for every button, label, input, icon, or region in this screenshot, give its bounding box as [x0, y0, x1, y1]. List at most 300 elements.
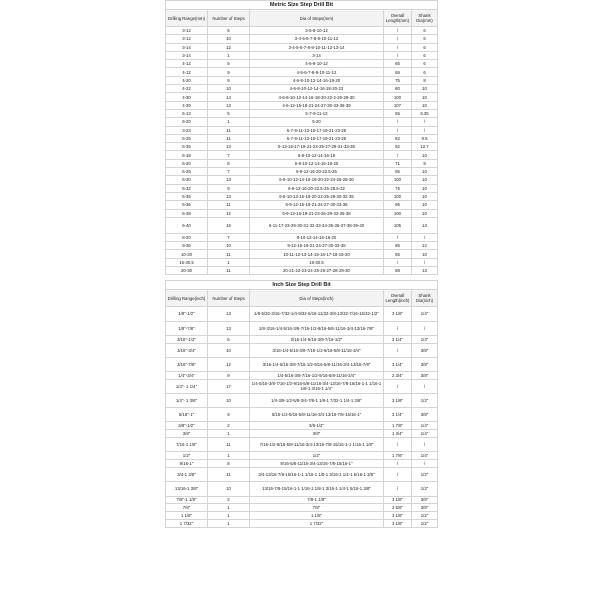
table-cell: /: [384, 118, 412, 126]
table-cell: 6-8-10-12-14-16-18-20: [250, 159, 384, 167]
table-cell: 10-20: [166, 250, 208, 258]
table-cell: 6-38: [166, 209, 208, 217]
table-cell: 1/2": [412, 468, 438, 482]
table-cell: 9: [208, 68, 250, 76]
table-cell: 9.5: [412, 134, 438, 142]
table-cell: /: [384, 438, 412, 452]
table-cell: 1/2": [412, 512, 438, 520]
table-row: [166, 482, 438, 496]
table-cell: 4-6-8-10-12-14-16-18-20: [250, 76, 384, 84]
table-cell: /: [384, 35, 412, 43]
table-cell: 3/8": [412, 504, 438, 512]
table-cell: 3-4-5-6-7-8-9-10-11-12: [250, 35, 384, 43]
table-cell: 71: [384, 159, 412, 167]
table-row: [166, 118, 438, 126]
table-row: [166, 126, 438, 134]
table-cell: /: [412, 379, 438, 393]
table-cell: 10: [412, 93, 438, 101]
table-cell: 3 1/8": [384, 512, 412, 520]
table-row: [166, 422, 438, 430]
table-row: [166, 27, 438, 35]
table-row: [166, 134, 438, 142]
table-cell: 3/8"-1/2": [166, 422, 208, 430]
inch-header-row: [166, 290, 438, 307]
table-cell: 100: [384, 192, 412, 200]
table-row: [166, 109, 438, 117]
table-cell: 3 1/8": [384, 307, 412, 321]
table-cell: 1/8-3/16-1/4-5/16-3/8-7/16-1/2-9/16-5/8-11/16-3/4-13/16-7/8": [250, 321, 384, 335]
table-cell: 12: [208, 43, 250, 51]
table-row: [166, 151, 438, 159]
table-cell: 7: [208, 168, 250, 176]
table-cell: 6-11-17-23-29-30-31-32-33-34-35-36-37-38-39-40: [250, 217, 384, 233]
table-row: [166, 452, 438, 460]
table-cell: 5-13: [166, 109, 208, 117]
table-cell: /: [412, 126, 438, 134]
table-cell: 3-14: [166, 43, 208, 51]
table-cell: 13: [412, 267, 438, 275]
table-row: [166, 101, 438, 109]
table-cell: 6-8-10-12-14-16-18-20-22-24-26-28-30: [250, 176, 384, 184]
table-cell: 7/8"-1 1/8": [166, 496, 208, 504]
table-cell: /: [384, 379, 412, 393]
table-cell: 6: [412, 51, 438, 59]
table-cell: 11: [208, 250, 250, 258]
table-cell: 1/4": [412, 335, 438, 343]
table-cell: 1 1/8": [250, 512, 384, 520]
table-cell: 11: [208, 438, 250, 452]
table-row: [166, 192, 438, 200]
table-row: [166, 408, 438, 422]
table-cell: 10: [208, 35, 250, 43]
table-cell: 65: [384, 68, 412, 76]
table-cell: 3 1/8": [384, 520, 412, 528]
table-cell: 3-23: [166, 126, 208, 134]
table-cell: /: [384, 27, 412, 35]
table-cell: 1: [208, 512, 250, 520]
table-cell: 7/8": [250, 504, 384, 512]
table-cell: 3 1/4": [384, 357, 412, 371]
table-cell: 6-9-12-16-20-22.5-25-28.5-32: [250, 184, 384, 192]
table-cell: /: [384, 43, 412, 51]
table-row: [166, 430, 438, 438]
table-cell: /: [384, 233, 412, 241]
inch-step-drill-table: [165, 280, 438, 528]
table-cell: 76: [384, 184, 412, 192]
table-cell: 6.35: [412, 109, 438, 117]
table-cell: 1 7/32": [166, 520, 208, 528]
table-cell: 3/16"-1/2": [166, 335, 208, 343]
table-cell: 3/8": [412, 496, 438, 504]
table-cell: 5-35: [166, 143, 208, 151]
table-cell: 3/16"-7/8": [166, 357, 208, 371]
table-cell: 1: [208, 504, 250, 512]
table-cell: 9: [208, 408, 250, 422]
table-cell: 13: [208, 192, 250, 200]
metric-step-drill-table: [165, 0, 438, 275]
table-cell: 10: [208, 394, 250, 408]
table-cell: 1/2": [250, 452, 384, 460]
table-cell: /: [412, 438, 438, 452]
table-cell: 1/8"-1/2": [166, 307, 208, 321]
table-cell: 2 3/4": [384, 371, 412, 379]
table-row: [166, 394, 438, 408]
table-cell: 1 3/4": [384, 430, 412, 438]
inch-column-header: Shank Dia(inch): [412, 290, 438, 307]
table-cell: /: [384, 126, 412, 134]
table-row: [166, 35, 438, 43]
table-cell: 13: [208, 176, 250, 184]
table-cell: 9: [208, 371, 250, 379]
table-cell: 7/8-1 1/8": [250, 496, 384, 504]
table-cell: 6: [412, 27, 438, 35]
table-cell: 1: [208, 520, 250, 528]
inch-header: [166, 290, 438, 307]
table-cell: /: [384, 258, 412, 266]
table-cell: 7/16-1/2-9/16-5/8-11/16-3/4-13/16-7/8-15/16-1-1 1/16-1 1/8": [250, 438, 384, 452]
table-cell: 95: [384, 201, 412, 209]
table-row: [166, 93, 438, 101]
table-cell: 1/4"-3/4": [166, 371, 208, 379]
table-cell: 16-30.5: [166, 258, 208, 266]
inch-table-body: [166, 307, 438, 528]
drill-bit-spec-sheet: [165, 0, 437, 528]
table-cell: 5-25: [166, 134, 208, 142]
table-cell: 11: [208, 267, 250, 275]
table-cell: 6: [412, 60, 438, 68]
table-cell: 6-20: [166, 159, 208, 167]
table-row: [166, 504, 438, 512]
table-cell: /: [412, 460, 438, 468]
table-cell: 9: [208, 76, 250, 84]
table-cell: 13: [208, 143, 250, 151]
table-cell: 8: [208, 460, 250, 468]
table-cell: 6-9-13-16-19-21-23-26-29-32-35-38: [250, 209, 384, 217]
table-row: [166, 496, 438, 504]
table-cell: 3-14: [166, 51, 208, 59]
table-cell: 1: [208, 118, 250, 126]
table-cell: 12: [208, 357, 250, 371]
table-cell: 7: [208, 233, 250, 241]
table-cell: 17: [208, 379, 250, 393]
table-cell: 13/16-1 3/8": [166, 482, 208, 496]
table-cell: 1/4": [412, 430, 438, 438]
table-cell: 6-40: [166, 217, 208, 233]
metric-column-header: Drilling Range(mm): [166, 10, 208, 27]
table-row: [166, 468, 438, 482]
table-cell: 11: [208, 134, 250, 142]
table-cell: /: [384, 343, 412, 357]
table-cell: 4-39: [166, 101, 208, 109]
table-cell: 3/8": [412, 343, 438, 357]
metric-header-row: [166, 10, 438, 27]
table-cell: 65: [384, 250, 412, 258]
table-cell: 5-7-9-11-13-15-17-19-21-23-25: [250, 126, 384, 134]
table-cell: 3 1/4": [384, 335, 412, 343]
table-cell: 5/16"-1": [166, 408, 208, 422]
table-cell: 6-32: [166, 184, 208, 192]
table-cell: 3/16"-3/4": [166, 343, 208, 357]
table-cell: 3-14: [250, 51, 384, 59]
table-cell: 9-12-15-18-21-24-27-30-33-36: [250, 242, 384, 250]
table-cell: 3/8": [412, 408, 438, 422]
table-row: [166, 209, 438, 217]
table-cell: 1 7/8": [384, 452, 412, 460]
table-cell: 6: [412, 68, 438, 76]
table-cell: 1/4": [412, 307, 438, 321]
table-cell: 10: [208, 242, 250, 250]
inch-column-header: Overall Length(inch): [384, 290, 412, 307]
table-cell: 107: [384, 101, 412, 109]
table-row: [166, 242, 438, 250]
table-cell: 5: [208, 109, 250, 117]
table-cell: /: [412, 258, 438, 266]
table-row: [166, 68, 438, 76]
table-cell: 5: [208, 60, 250, 68]
table-cell: 12: [208, 209, 250, 217]
table-cell: 1 7/8": [384, 422, 412, 430]
table-cell: 6-25: [166, 168, 208, 176]
table-cell: 6-9-12-15-18-21-24-27-30-33-36: [250, 201, 384, 209]
table-cell: 4-6-8-10-12-14-16-18-20-22-2-26-28-30: [250, 93, 384, 101]
table-row: [166, 335, 438, 343]
table-cell: 92: [384, 143, 412, 151]
table-cell: 88: [384, 267, 412, 275]
table-row: [166, 60, 438, 68]
inch-column-header: Dia of Steps(inch): [250, 290, 384, 307]
table-row: [166, 51, 438, 59]
table-cell: 1 1/8": [166, 512, 208, 520]
table-row: [166, 307, 438, 321]
table-cell: 3/16-1/4-5/16-3/8-7/16-1/2-9/16-5/8-11/16-3/4-13/16-7/8": [250, 357, 384, 371]
table-cell: 1: [208, 430, 250, 438]
table-cell: 10: [412, 184, 438, 192]
table-cell: 9-36: [166, 242, 208, 250]
table-cell: 10: [412, 209, 438, 217]
table-cell: 100: [384, 176, 412, 184]
metric-column-header: Shank Dia(mm): [412, 10, 438, 27]
table-cell: 3/8": [250, 430, 384, 438]
table-cell: 9: [208, 184, 250, 192]
table-cell: 105: [384, 217, 412, 233]
table-cell: 20-30: [166, 267, 208, 275]
table-cell: 1 7/32": [250, 520, 384, 528]
table-cell: 10: [412, 85, 438, 93]
table-cell: 13: [208, 101, 250, 109]
table-cell: 9: [412, 159, 438, 167]
table-cell: 10: [208, 482, 250, 496]
table-cell: 80: [384, 85, 412, 93]
table-row: [166, 176, 438, 184]
table-cell: 75: [384, 76, 412, 84]
table-cell: 4-6-8-10-12: [250, 60, 384, 68]
table-cell: 1/2": [166, 452, 208, 460]
table-row: [166, 168, 438, 176]
table-cell: 1/4-5/16-3/8-7/16-1/2-9/16-5/8-11/16-3/4": [250, 371, 384, 379]
table-cell: 1/4"- 1 1/4": [166, 379, 208, 393]
inch-column-header: Number of Steps: [208, 290, 250, 307]
table-row: [166, 357, 438, 371]
metric-column-header: Dia of Steps(mm): [250, 10, 384, 27]
table-cell: 5: [208, 27, 250, 35]
table-row: [166, 371, 438, 379]
table-cell: 4-22: [166, 85, 208, 93]
table-cell: 14: [208, 93, 250, 101]
table-row: [166, 85, 438, 93]
table-cell: 1/4-5/16-3/8-7/16-1/2-9/16-5/8-11/16-3/4-13/16-7/8-15/16-1-1 1/16-1 1/8-1 3/16-1 1/4": [250, 379, 384, 393]
table-cell: 6-36: [166, 201, 208, 209]
table-cell: 3/16-1/4-5/16-3/8-7/16-1/2-9/16-5/8-11/16-3/4": [250, 343, 384, 357]
table-row: [166, 520, 438, 528]
table-row: [166, 201, 438, 209]
table-row: [166, 43, 438, 51]
table-cell: 13: [208, 321, 250, 335]
table-cell: 4-5-6-7-8-9-10-11-12: [250, 68, 384, 76]
table-cell: /: [384, 151, 412, 159]
table-cell: 9/16-5/8-11/16-3/4-13/16-7/8-15/16-1": [250, 460, 384, 468]
table-cell: 10: [412, 176, 438, 184]
table-cell: 6: [412, 43, 438, 51]
table-cell: 1/2": [412, 482, 438, 496]
table-cell: 6-35: [166, 192, 208, 200]
table-cell: 12.7: [412, 143, 438, 151]
table-cell: 3-6-8-10-12: [250, 27, 384, 35]
metric-header: [166, 10, 438, 27]
inch-column-header: Drilling Range(inch): [166, 290, 208, 307]
table-row: [166, 438, 438, 452]
table-row: [166, 233, 438, 241]
table-row: [166, 159, 438, 167]
table-row: [166, 76, 438, 84]
table-row: [166, 258, 438, 266]
table-cell: 8-20: [166, 233, 208, 241]
table-cell: 6-30: [166, 176, 208, 184]
table-row: [166, 321, 438, 335]
table-cell: 3/8": [166, 430, 208, 438]
table-cell: 3/4-13/16-7/8-15/16-1-1 1/16-1 1/8-1 3/16-1 1/4-1 5/16-1 3/8": [250, 468, 384, 482]
table-cell: 10: [208, 343, 250, 357]
table-cell: 1: [208, 258, 250, 266]
table-cell: 13: [412, 217, 438, 233]
table-cell: 1: [208, 51, 250, 59]
metric-column-header: Overall Length(mm): [384, 10, 412, 27]
table-cell: 3 1/8": [384, 394, 412, 408]
table-cell: /: [384, 321, 412, 335]
table-cell: 4-12: [166, 68, 208, 76]
table-cell: 3/4-1 3/8": [166, 468, 208, 482]
table-cell: /: [384, 51, 412, 59]
table-cell: 3/8": [412, 357, 438, 371]
table-cell: 10: [412, 101, 438, 109]
table-row: [166, 460, 438, 468]
table-cell: 1/4-3/8-1/2-5/8-3/4-7/8-1 1/8-1 7/32-1 1/4-1 3/8": [250, 394, 384, 408]
table-cell: 3/8-1/2": [250, 422, 384, 430]
table-cell: 11: [208, 468, 250, 482]
table-cell: 10: [412, 201, 438, 209]
table-cell: 4-6-8-10-12-14-16-18-20-22: [250, 85, 384, 93]
table-cell: 100: [384, 93, 412, 101]
table-cell: 5-13-15-17-19-21-23-25-27-29-31-33-35: [250, 143, 384, 151]
table-cell: 5-20: [250, 118, 384, 126]
table-cell: 13: [208, 307, 250, 321]
table-cell: /: [412, 321, 438, 335]
table-row: [166, 267, 438, 275]
table-row: [166, 343, 438, 357]
table-cell: 8: [208, 159, 250, 167]
table-cell: 11: [208, 126, 250, 134]
table-cell: 10: [412, 151, 438, 159]
table-cell: 2: [208, 496, 250, 504]
table-row: [166, 250, 438, 258]
table-cell: /: [412, 233, 438, 241]
table-cell: 1/8-5/32-3/16-7/32-1/4-9/32-5/16-11/32-3/8-13/32-7/16-15/32-1/2": [250, 307, 384, 321]
table-cell: 6: [208, 335, 250, 343]
table-cell: 1/4"- 1 3/8": [166, 394, 208, 408]
table-cell: 8: [412, 76, 438, 84]
table-cell: 5-7-9-11-13: [250, 109, 384, 117]
table-cell: 2 5/8": [384, 504, 412, 512]
inch-table-title: Inch Size Step Drill Bit: [166, 281, 438, 290]
table-cell: 7/16-1 1/8": [166, 438, 208, 452]
table-cell: 3-4-5-6-7-8-9-10-11-12-13-14: [250, 43, 384, 51]
table-cell: 5/16-1/2-9/16-5/8-11/16-3/4-13/16-7/8-15/16-1": [250, 408, 384, 422]
table-cell: 11: [208, 201, 250, 209]
table-cell: 9/16-1": [166, 460, 208, 468]
table-cell: 1: [208, 452, 250, 460]
table-row: [166, 379, 438, 393]
table-cell: /: [384, 482, 412, 496]
table-cell: 3-12: [166, 27, 208, 35]
table-cell: 65: [384, 168, 412, 176]
table-cell: 3 1/8": [384, 496, 412, 504]
metric-table-title: Metric Size Step Drill Bit: [166, 1, 438, 10]
table-cell: 16-30.5: [250, 258, 384, 266]
table-cell: 65: [384, 60, 412, 68]
table-cell: 3-12: [166, 35, 208, 43]
table-cell: 1/4": [412, 422, 438, 430]
table-cell: 4-6-12-15-18-21-24-27-30-33-36-39: [250, 101, 384, 109]
table-cell: 85: [384, 242, 412, 250]
table-cell: /: [412, 118, 438, 126]
table-cell: 5-7-9-11-13-15-17-19-21-23-25: [250, 134, 384, 142]
table-cell: /: [384, 460, 412, 468]
table-cell: 20-21-22-23-24-25-26-27-28-29-30: [250, 267, 384, 275]
table-cell: 6-18: [166, 151, 208, 159]
metric-column-header: Number of Steps: [208, 10, 250, 27]
table-cell: 100: [384, 209, 412, 217]
table-cell: 82: [384, 134, 412, 142]
table-cell: 7: [208, 151, 250, 159]
table-cell: 1/2": [412, 520, 438, 528]
table-cell: 6-8-10-12-14-16-18: [250, 151, 384, 159]
table-cell: 10: [412, 250, 438, 258]
table-cell: 6: [412, 35, 438, 43]
table-cell: 16: [208, 217, 250, 233]
table-cell: 6-9-12-16-20-22.5-25: [250, 168, 384, 176]
table-cell: 3/8": [412, 371, 438, 379]
table-cell: /: [384, 468, 412, 482]
table-cell: 3/16-1/4-5/16-3/8-7/16-1/2": [250, 335, 384, 343]
table-row: [166, 143, 438, 151]
table-cell: 2: [208, 422, 250, 430]
table-cell: 12: [412, 242, 438, 250]
table-cell: 13/16-7/8-15/16-1-1 1/16-1 1/8-1 3/16-1 1/4-1 5/16-1 3/8": [250, 482, 384, 496]
table-cell: 4-12: [166, 60, 208, 68]
table-cell: 7/8": [166, 504, 208, 512]
table-cell: 4-20: [166, 76, 208, 84]
table-row: [166, 184, 438, 192]
metric-table-body: [166, 27, 438, 275]
